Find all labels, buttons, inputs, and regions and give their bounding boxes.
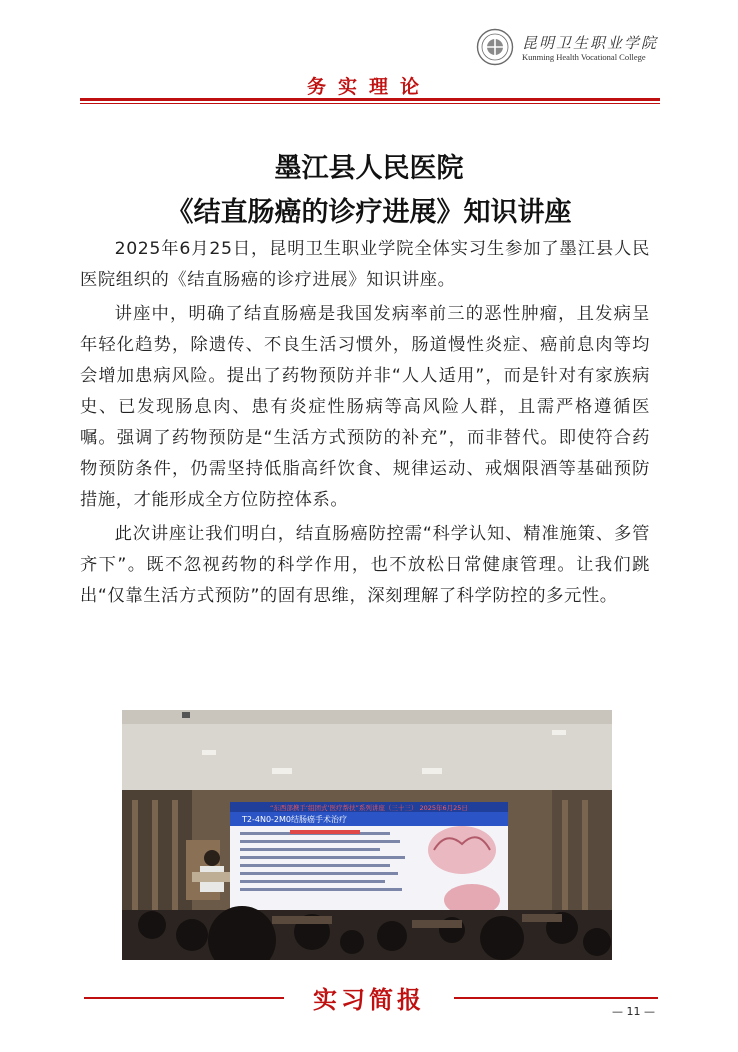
college-logo: [476, 28, 666, 70]
paragraph-2: 讲座中，明确了结直肠癌是我国发病率前三的恶性肿瘤，且发病呈年轻化趋势，除遗传、不良生活习惯外，肠道慢性炎症、癌前息肉等均会增加患病风险。提出了药物预防并非“人人适用”，而是针对有家族病史、已发现肠息肉、患有炎症性肠病等高风险人群，且需严格遵循医嘱。强调了药物预防是“生活方式预防的补充”，而非替代。即使符合药物预防条件，仍需坚持低脂高纤饮食、规律运动、戒烟限酒等基础预防措施，才能形成全方位防控体系。: [80, 304, 650, 510]
header-rule-thick: [80, 98, 660, 101]
slide-banner: “东西部携手‘组团式’医疗帮扶”系列讲座（三十三） 2025年6月25日: [270, 804, 468, 812]
footer-title: 实习简报: [313, 985, 425, 1014]
college-name-cn: 昆明卫生职业学院: [522, 34, 659, 52]
page-number: — 11 —: [612, 1005, 655, 1018]
article-title-line2: 《结直肠癌的诊疗进展》知识讲座: [166, 197, 572, 228]
article-body: [80, 234, 650, 615]
section-title: 务实理论: [306, 76, 431, 98]
paragraph-3: 此次讲座让我们明白，结直肠癌防控需“科学认知、精准施策、多管齐下”。既不忽视药物的科学作用，也不放松日常健康管理。让我们跳出“仅靠生活方式预防”的固有思维，深刻理解了科学防控的多元性。: [80, 524, 650, 606]
footer-rule-right: [454, 997, 658, 999]
paragraph-1: 2025年6月25日，昆明卫生职业学院全体实习生参加了墨江县人民医院组织的《结直肠癌的诊疗进展》知识讲座。: [80, 239, 650, 290]
lecture-photo-illustration: [122, 710, 612, 960]
lecture-photo: [122, 710, 612, 960]
header-rule-thin: [80, 103, 660, 104]
slide-heading: T2-4N0-2M0结肠癌手术治疗: [242, 815, 347, 824]
footer-rule-left: [84, 997, 284, 999]
article-title-line1: 墨江县人民医院: [274, 153, 464, 184]
college-seal-icon: [476, 28, 514, 66]
college-name-en: Kunming Health Vocational College: [522, 52, 646, 62]
